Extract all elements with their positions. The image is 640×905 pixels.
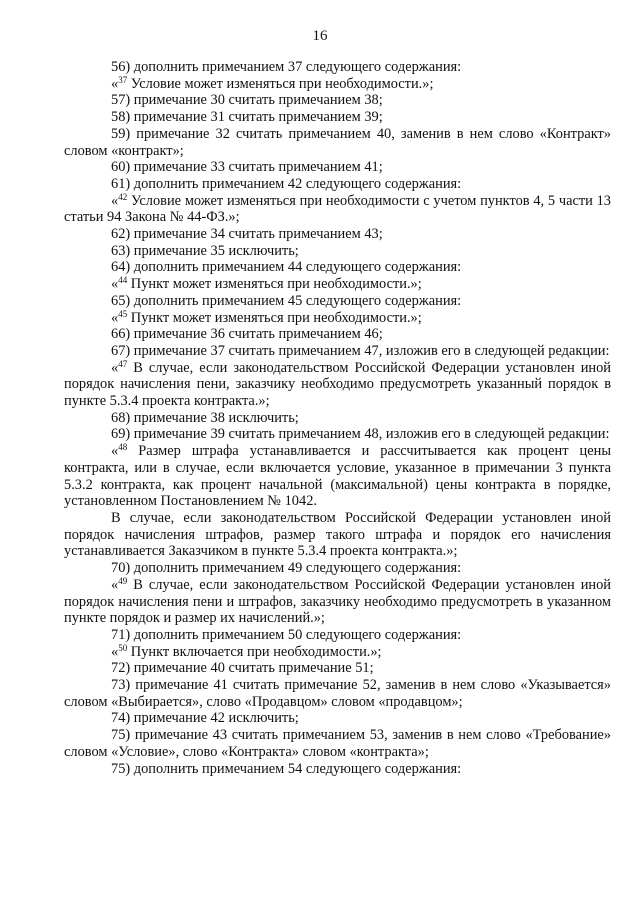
quote-open: « bbox=[111, 75, 119, 92]
paragraph-text: В случае, если законодательством Российской Федерации установлен иной порядок начисления пени и штрафов, заказчику необходимо предусмотреть в указанном пункте порядок и размер их начислений.»; bbox=[64, 576, 611, 627]
footnote-ref: 47 bbox=[118, 358, 128, 369]
paragraph bbox=[64, 360, 611, 410]
paragraph-text: 56) дополнить примечанием 37 следующего содержания: bbox=[111, 59, 462, 75]
paragraph bbox=[64, 426, 611, 443]
paragraph bbox=[64, 510, 611, 560]
paragraph-text: Пункт может изменяться при необходимости.»; bbox=[127, 276, 422, 293]
page-number: 16 bbox=[312, 28, 328, 44]
footnote-ref: 45 bbox=[118, 308, 128, 319]
paragraph-text: 61) дополнить примечанием 42 следующего содержания: bbox=[111, 175, 462, 192]
footnote-ref: 48 bbox=[118, 442, 128, 453]
quote-open: « bbox=[111, 309, 119, 326]
paragraph bbox=[64, 159, 611, 176]
paragraph-text: 68) примечание 38 исключить; bbox=[111, 409, 299, 426]
paragraph bbox=[64, 293, 611, 310]
paragraph-text: 63) примечание 35 исключить; bbox=[111, 242, 299, 259]
quote-open: « bbox=[111, 276, 119, 293]
paragraph-text: Условие может изменяться при необходимости с учетом пунктов 4, 5 части 13 статьи 94 Закона № 44-ФЗ.»; bbox=[64, 192, 611, 226]
paragraph-text: Пункт включается при необходимости.»; bbox=[127, 643, 382, 660]
paragraph bbox=[64, 577, 611, 627]
paragraph bbox=[64, 644, 611, 661]
quote-open: « bbox=[111, 192, 119, 209]
paragraph-text: 72) примечание 40 считать примечание 51; bbox=[111, 660, 374, 677]
paragraph-text: 73) примечание 41 считать примечание 52, заменив в нем слово «Указывается» словом «Выбирается», слово «Продавцом» словом «продавцом»; bbox=[64, 677, 611, 710]
paragraph bbox=[64, 76, 611, 93]
paragraph-text: 74) примечание 42 исключить; bbox=[111, 710, 299, 727]
paragraph bbox=[64, 560, 611, 577]
document-body bbox=[64, 59, 611, 777]
paragraph-text: 57) примечание 30 считать примечанием 38; bbox=[111, 92, 383, 109]
quote-open: « bbox=[111, 576, 119, 593]
paragraph bbox=[64, 677, 611, 710]
paragraph bbox=[64, 176, 611, 193]
footnote-ref: 49 bbox=[118, 575, 128, 586]
paragraph-text: 75) дополнить примечанием 54 следующего содержания: bbox=[111, 760, 462, 777]
footnote-ref: 42 bbox=[118, 191, 128, 202]
paragraph bbox=[64, 276, 611, 293]
quote-open: « bbox=[111, 443, 119, 460]
paragraph-text: 69) примечание 39 считать примечанием 48, изложив его в следующей редакции: bbox=[111, 426, 610, 443]
footnote-ref: 50 bbox=[118, 642, 128, 653]
paragraph bbox=[64, 627, 611, 644]
paragraph bbox=[64, 259, 611, 276]
footnote-ref: 44 bbox=[118, 275, 128, 286]
paragraph bbox=[64, 126, 611, 159]
paragraph-text: Пункт может изменяться при необходимости.»; bbox=[127, 309, 422, 326]
paragraph-text: 70) дополнить примечанием 49 следующего содержания: bbox=[111, 560, 462, 577]
paragraph-text: В случае, если законодательством Российской Федерации установлен иной порядок начисления пени, заказчику необходимо предусмотреть указанный порядок в пункте 5.3.4 проекта контракта.»; bbox=[64, 359, 611, 410]
paragraph bbox=[64, 343, 611, 360]
paragraph bbox=[64, 410, 611, 427]
paragraph bbox=[64, 710, 611, 727]
paragraph-text: 59) примечание 32 считать примечанием 40, заменив в нем слово «Контракт» словом «контракт»; bbox=[64, 125, 611, 159]
paragraph-text: 65) дополнить примечанием 45 следующего содержания: bbox=[111, 292, 462, 309]
paragraph-text: 71) дополнить примечанием 50 следующего содержания: bbox=[111, 626, 462, 643]
paragraph bbox=[64, 326, 611, 343]
paragraph bbox=[64, 193, 611, 226]
paragraph bbox=[64, 761, 611, 778]
paragraph-text: 67) примечание 37 считать примечанием 47, изложив его в следующей редакции: bbox=[111, 342, 610, 359]
footnote-ref: 37 bbox=[118, 74, 128, 85]
paragraph-text: 66) примечание 36 считать примечанием 46; bbox=[111, 326, 383, 343]
paragraph bbox=[64, 92, 611, 109]
paragraph bbox=[64, 660, 611, 677]
paragraph bbox=[64, 310, 611, 327]
quote-open: « bbox=[111, 643, 119, 660]
paragraph bbox=[64, 109, 611, 126]
paragraph-text: В случае, если законодательством Российской Федерации установлен иной порядок начисления штрафов, размер такого штрафа и порядок его начисления устанавливается Заказчиком в пункте 5.3.4 проекта контракта.»; bbox=[64, 509, 611, 560]
paragraph-text: Условие может изменяться при необходимости.»; bbox=[127, 75, 434, 92]
paragraph bbox=[64, 243, 611, 260]
paragraph-text: 58) примечание 31 считать примечанием 39; bbox=[111, 109, 383, 126]
paragraph bbox=[64, 443, 611, 510]
paragraph-text: 75) примечание 43 считать примечанием 53, заменив в нем слово «Требование» словом «Условие», слово «Контракта» словом «контракта»; bbox=[64, 727, 611, 760]
paragraph-text: 64) дополнить примечанием 44 следующего содержания: bbox=[111, 259, 462, 276]
paragraph bbox=[64, 59, 611, 76]
paragraph bbox=[64, 727, 611, 760]
paragraph-text: 60) примечание 33 считать примечанием 41; bbox=[111, 159, 383, 176]
quote-open: « bbox=[111, 359, 119, 376]
paragraph-text: 62) примечание 34 считать примечанием 43; bbox=[111, 226, 383, 243]
paragraph bbox=[64, 226, 611, 243]
paragraph-text: Размер штрафа устанавливается и рассчитывается как процент цены контракта, или в случае, если включается условие, указанное в примечании 3 пункта 5.3.2 контракта, как процент начальной (максимальной) цены контракта в порядке, установленном Постановлением № 1042. bbox=[64, 443, 611, 510]
